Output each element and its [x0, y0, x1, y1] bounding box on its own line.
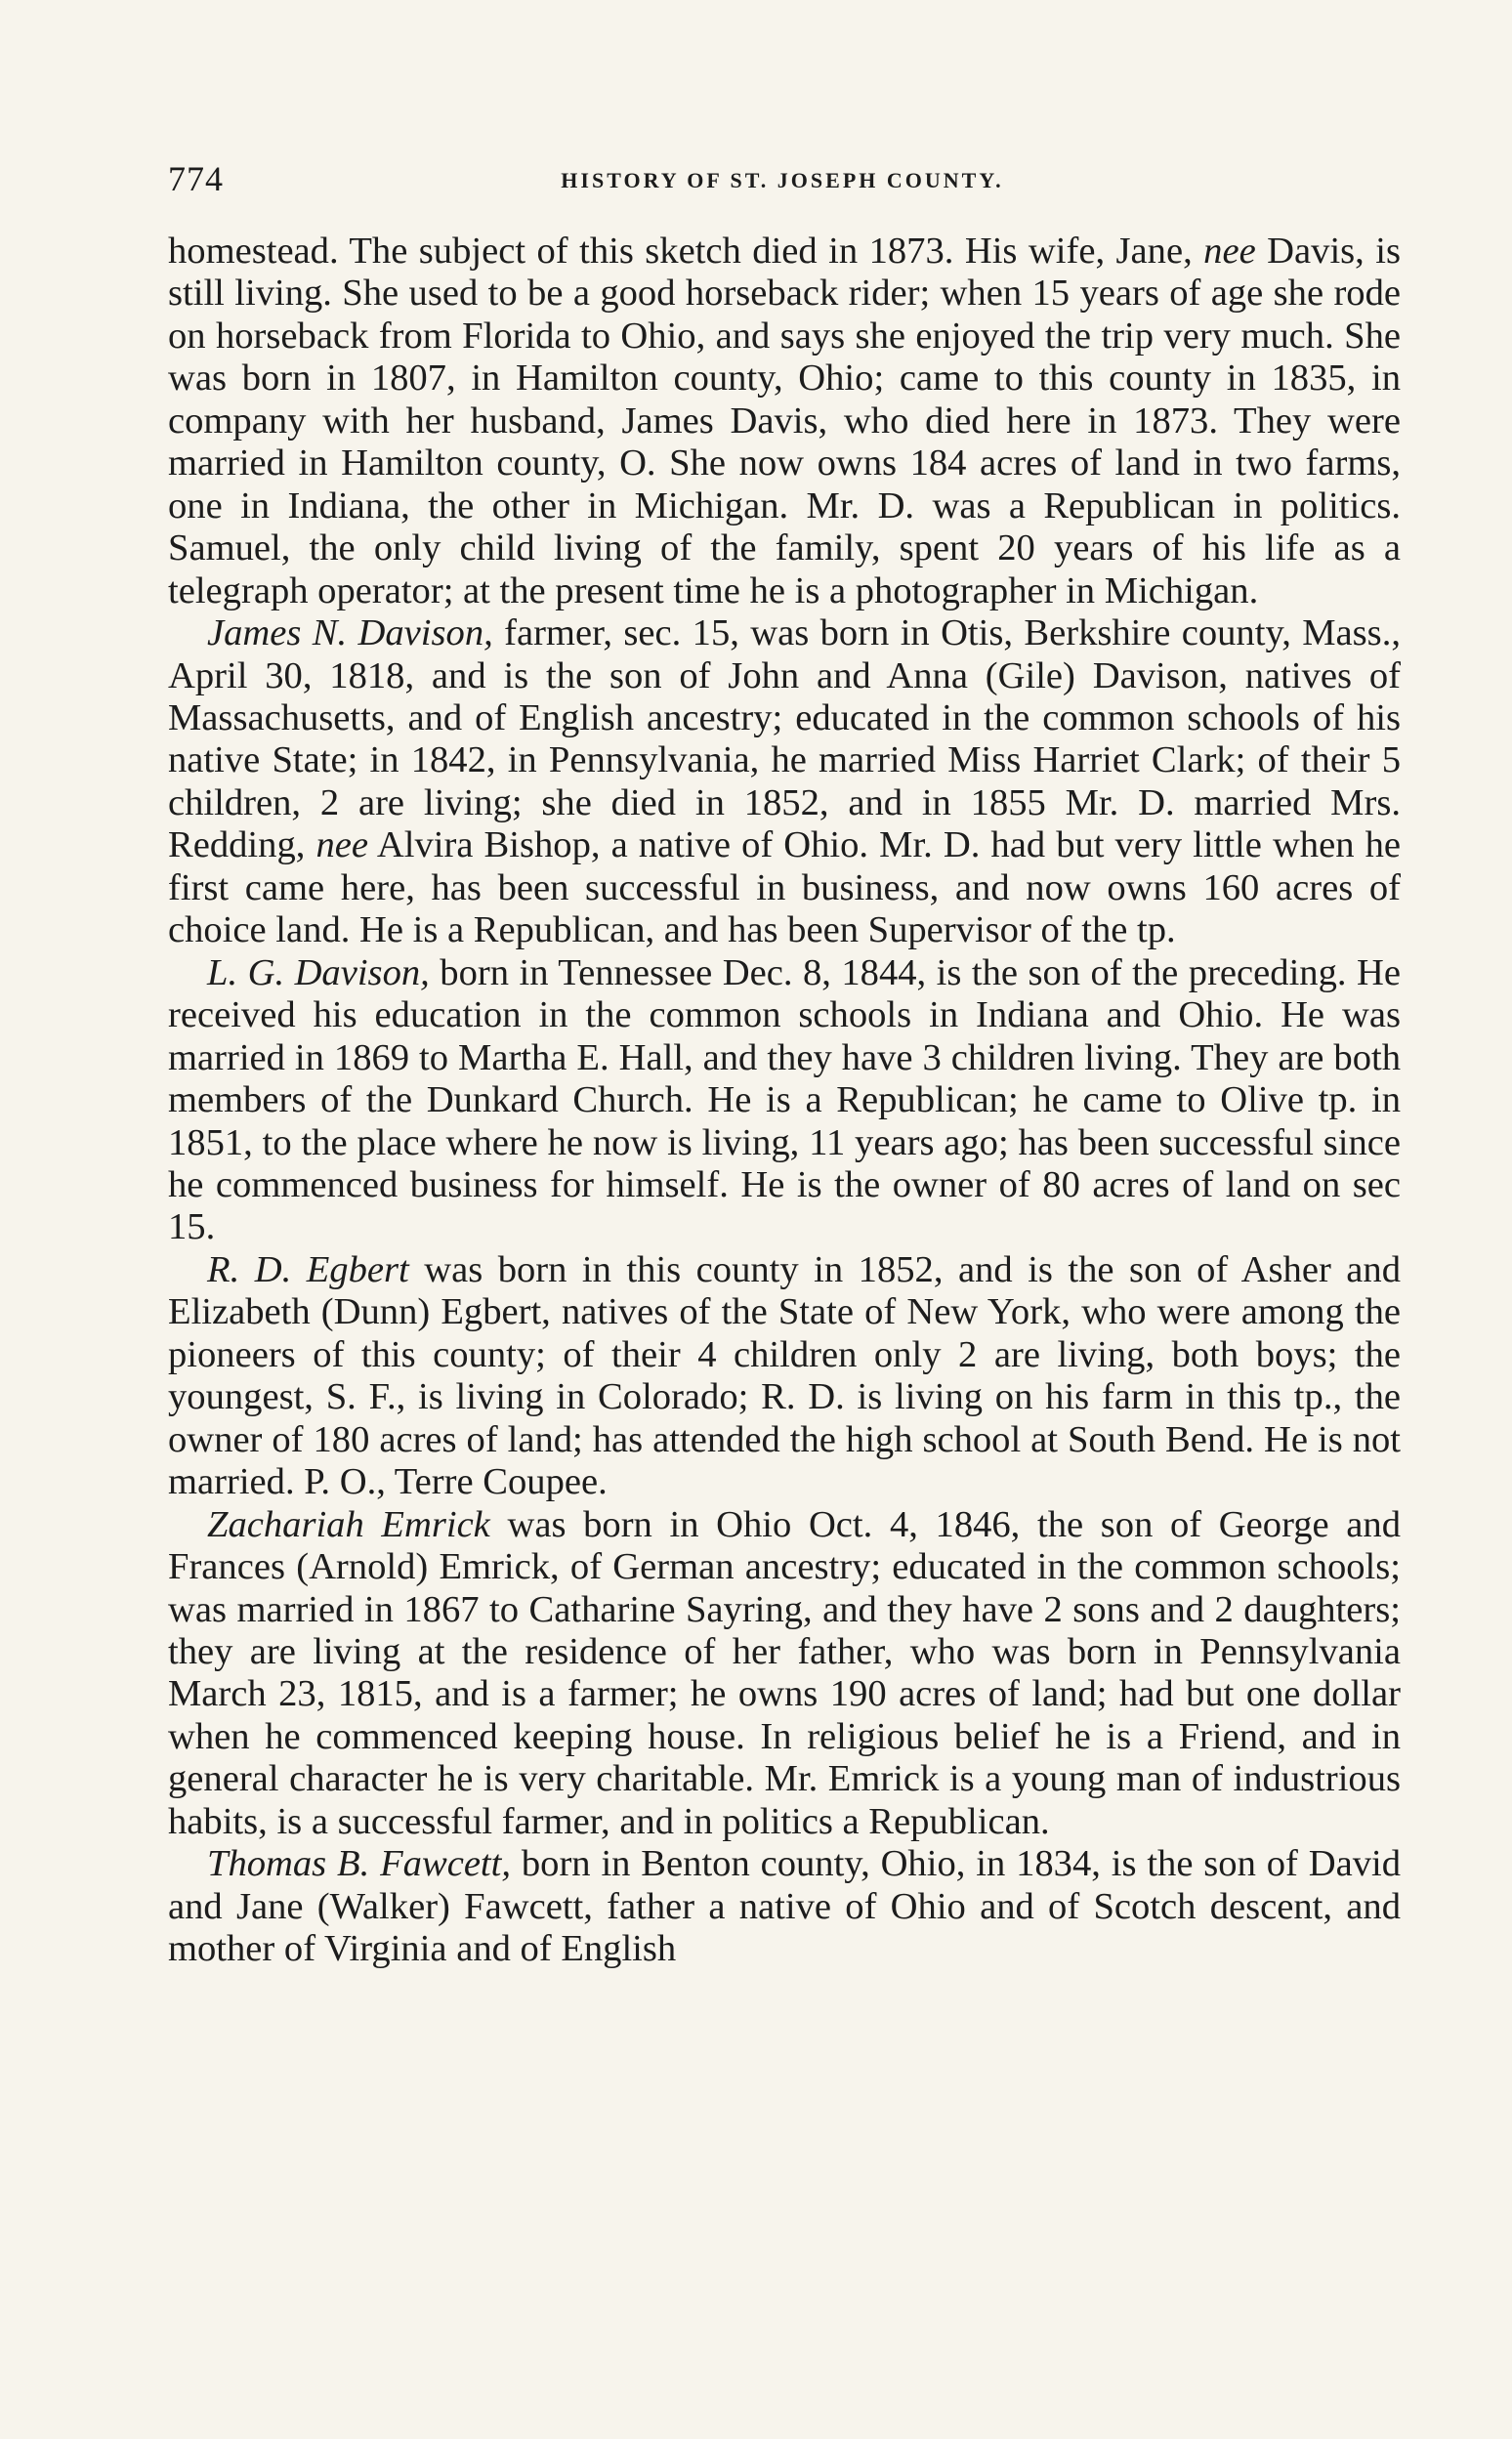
paragraph-text: Davis, is still living. She used to be a good horseback rider; when 15 years of age she rode on horseback from Florida to Ohio, and says she enjoyed the trip very much. She was born in 1807, in Hamilton county, Ohio; came to this county in 1835, in company with her husband, James Davis, who died here in 1873. They were married in Hamilton county, O. She now owns 184 acres of land in two farms, one in Indiana, the other in Michigan. Mr. D. was a Republican in politics. Samuel, the only child living of the family, spent 20 years of his life as a telegraph operator; at the present time he is a photographer in Michigan.: [168, 231, 1401, 611]
paragraph-text: born in Benton county, Ohio, in 1834, is the son of David and Jane (Walker) Fawcett, father a native of Ohio and of Scotch descent, and mother of Virginia and of English: [168, 1843, 1402, 1970]
paragraph-entry: [168, 1249, 1401, 1504]
paragraph-text: born in Tennessee Dec. 8, 1844, is the son of the preceding. He received his education in the common schools in Indiana and Ohio. He was married in 1869 to Martha E. Hall, and they have 3 children living. They are both members of the Dunkard Church. He is a Republican; he came to Olive tp. in 1851, to the place where he now is living, 11 years ago; has been successful since he commenced business for himself. He is the owner of 80 acres of land on sec 15.: [168, 951, 1401, 1248]
nee-word: nee: [1203, 231, 1256, 272]
paragraph-entry: [168, 1504, 1401, 1844]
paragraph-text: Alvira Bishop, a native of Ohio. Mr. D. had but very little when he first came here, has been successful in business, and now owns 160 acres of choice land. He is a Republican, and has been Supervisor of the tp.: [168, 824, 1401, 951]
entry-name: Zachariah Emrick: [207, 1503, 490, 1545]
paragraph-text: homestead. The subject of this sketch died in 1873. His wife, Jane,: [168, 231, 1204, 272]
entry-name: James N. Davison,: [207, 612, 493, 654]
running-head: HISTORY OF ST. JOSEPH COUNTY.: [561, 168, 1004, 192]
paragraph-entry: [168, 952, 1401, 1249]
page-number: 774: [168, 159, 224, 198]
entry-name: L. G. Davison,: [207, 951, 430, 993]
paragraph-continuation: [168, 231, 1401, 612]
page-header: [168, 158, 1397, 207]
paragraph-text: was born in this county in 1852, and is the son of Asher and Elizabeth (Dunn) Egbert, natives of the State of New York, who were among the pioneers of this county; of their 4 children only 2 are living, both boys; the youngest, S. F., is living in Colorado; R. D. is living on his farm in this tp., the owner of 180 acres of land; has attended the high school at South Bend. He is not married. P. O., Terre Coupee.: [168, 1248, 1401, 1503]
body-text: [168, 231, 1401, 1971]
entry-name: R. D. Egbert: [207, 1248, 409, 1290]
nee-word: nee: [315, 824, 368, 866]
paragraph-text: was born in Ohio Oct. 4, 1846, the son of George and Frances (Arnold) Emrick, of German ancestry; educated in the common schools; was married in 1867 to Catharine Sayring, and they have 2 sons and 2 daughters; they are living at the residence of her father, who was born in Pennsylvania March 23, 1815, and is a farmer; he owns 190 acres of land; had but one dollar when he commenced keeping house. In religious belief he is a Friend, and in general character he is very charitable. Mr. Emrick is a young man of industrious habits, is a successful farmer, and in politics a Republican.: [168, 1503, 1401, 1842]
paragraph-text: farmer, sec. 15, was born in Otis, Berkshire county, Mass., April 30, 1818, and is the son of John and Anna (Gile) Davison, natives of Massachusetts, and of English ancestry; educated in the common schools of his native State; in 1842, in Pennsylvania, he married Miss Harriet Clark; of their 5 children, 2 are living; she died in 1852, and in 1855 Mr. D. married Mrs. Redding,: [168, 612, 1401, 866]
paragraph-entry: [168, 1843, 1401, 1970]
paragraph-entry: [168, 612, 1401, 952]
entry-name: Thomas B. Fawcett,: [207, 1843, 512, 1885]
